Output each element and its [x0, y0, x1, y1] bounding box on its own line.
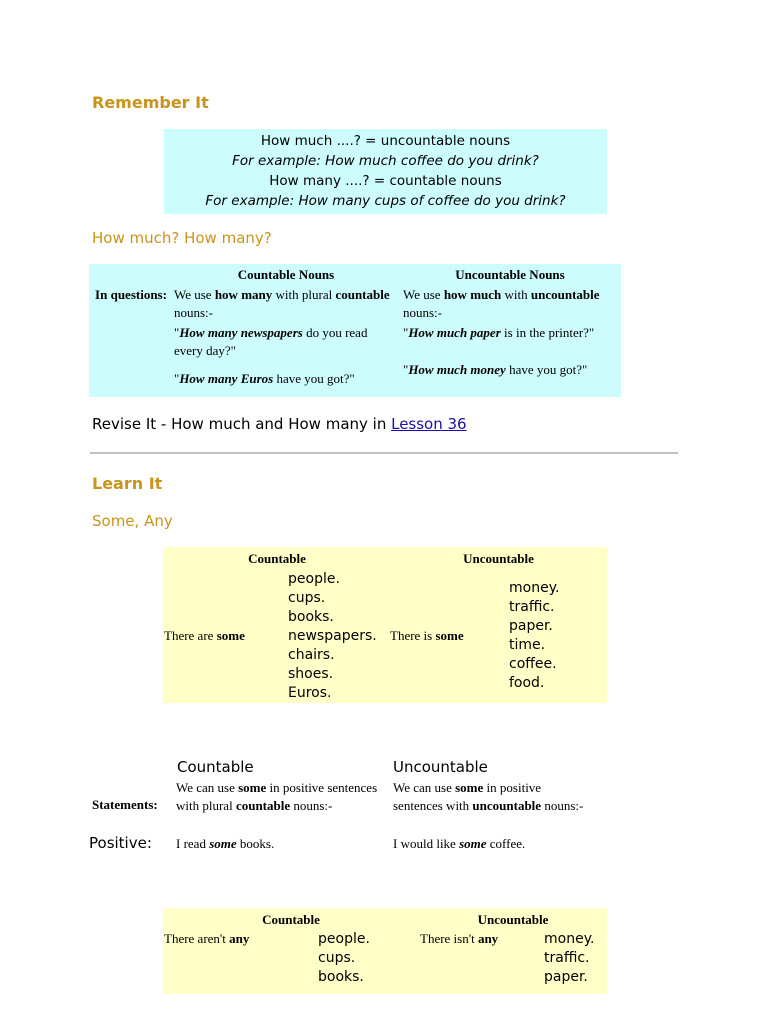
some-any-heading: Some, Any [92, 512, 173, 530]
remember-box [164, 129, 607, 214]
list-item: money. [544, 931, 595, 947]
list-item: cups. [288, 590, 326, 606]
list-item: traffic. [544, 950, 590, 966]
statements-col-countable: Countable [177, 758, 254, 776]
there-is-some: There is some [390, 628, 464, 643]
divider [90, 452, 678, 454]
statements-uncountable-example: I would like some coffee. [393, 836, 526, 851]
list-item: people. [318, 931, 370, 947]
list-item: newspapers. [288, 628, 377, 644]
some-uncountable-words [509, 579, 559, 693]
any-uncountable-words [544, 930, 594, 987]
howmuch-uncountable-example-2: "How much money have you got?" [403, 362, 588, 377]
list-item: Euros. [288, 685, 332, 701]
howmuch-heading: How much? How many? [92, 229, 272, 247]
revise-line [92, 415, 467, 433]
any-countable-words [318, 930, 370, 987]
list-item: paper. [544, 969, 588, 985]
remember-line-3: How many ....? = countable nouns [269, 173, 502, 189]
list-item: books. [318, 969, 364, 985]
howmuch-uncountable-rule: We use how much with uncountable nouns:- [403, 287, 600, 320]
howmuch-countable-example-2: "How many Euros have you got?" [174, 371, 355, 386]
list-item: chairs. [288, 647, 335, 663]
some-countable-words [288, 570, 377, 703]
list-item: paper. [509, 618, 553, 634]
list-item: people. [288, 571, 340, 587]
lesson-36-link[interactable]: Lesson 36 [391, 415, 467, 433]
there-isnt-any: There isn't any [420, 931, 499, 946]
howmuch-col-countable: Countable Nouns [237, 267, 335, 282]
list-item: money. [509, 580, 560, 596]
statements-label: Statements: [92, 797, 158, 812]
list-item: cups. [318, 950, 356, 966]
statements-col-uncountable: Uncountable [393, 758, 488, 776]
there-arent-any: There aren't any [164, 931, 250, 946]
list-item: food. [509, 675, 545, 691]
howmuch-countable-rule: We use how many with plural countable nouns:- [174, 287, 390, 320]
statements-uncountable-rule: We can use some in positive sentences with uncountable nouns:- [393, 780, 584, 813]
list-item: time. [509, 637, 546, 653]
howmuch-countable-example-1: "How many newspapers do you read every day?" [174, 325, 368, 358]
list-item: books. [288, 609, 334, 625]
howmuch-col-uncountable: Uncountable Nouns [455, 267, 565, 282]
some-col-uncountable: Uncountable [463, 551, 534, 566]
list-item: coffee. [509, 656, 557, 672]
revise-text: Revise It - How much and How many in [92, 415, 392, 433]
list-item: shoes. [288, 666, 334, 682]
statements-countable-rule: We can use some in positive sentences with plural countable nouns:- [176, 780, 378, 813]
there-are-some: There are some [164, 628, 245, 643]
remember-line-1: How much ....? = uncountable nouns [260, 133, 511, 149]
any-col-countable: Countable [262, 912, 320, 927]
remember-line-4: For example: How many cups of coffee do you drink? [205, 193, 566, 209]
howmuch-uncountable-example-1: "How much paper is in the printer?" [403, 325, 595, 340]
any-col-uncountable: Uncountable [477, 912, 549, 927]
some-col-countable: Countable [248, 551, 306, 566]
remember-heading: Remember It [92, 93, 209, 112]
remember-line-2: For example: How much coffee do you drink? [232, 153, 539, 169]
positive-label: Positive: [89, 834, 152, 852]
list-item: traffic. [509, 599, 555, 615]
statements-countable-example: I read some books. [176, 836, 275, 851]
howmuch-row-label: In questions: [95, 287, 167, 302]
learn-heading: Learn It [92, 474, 163, 493]
